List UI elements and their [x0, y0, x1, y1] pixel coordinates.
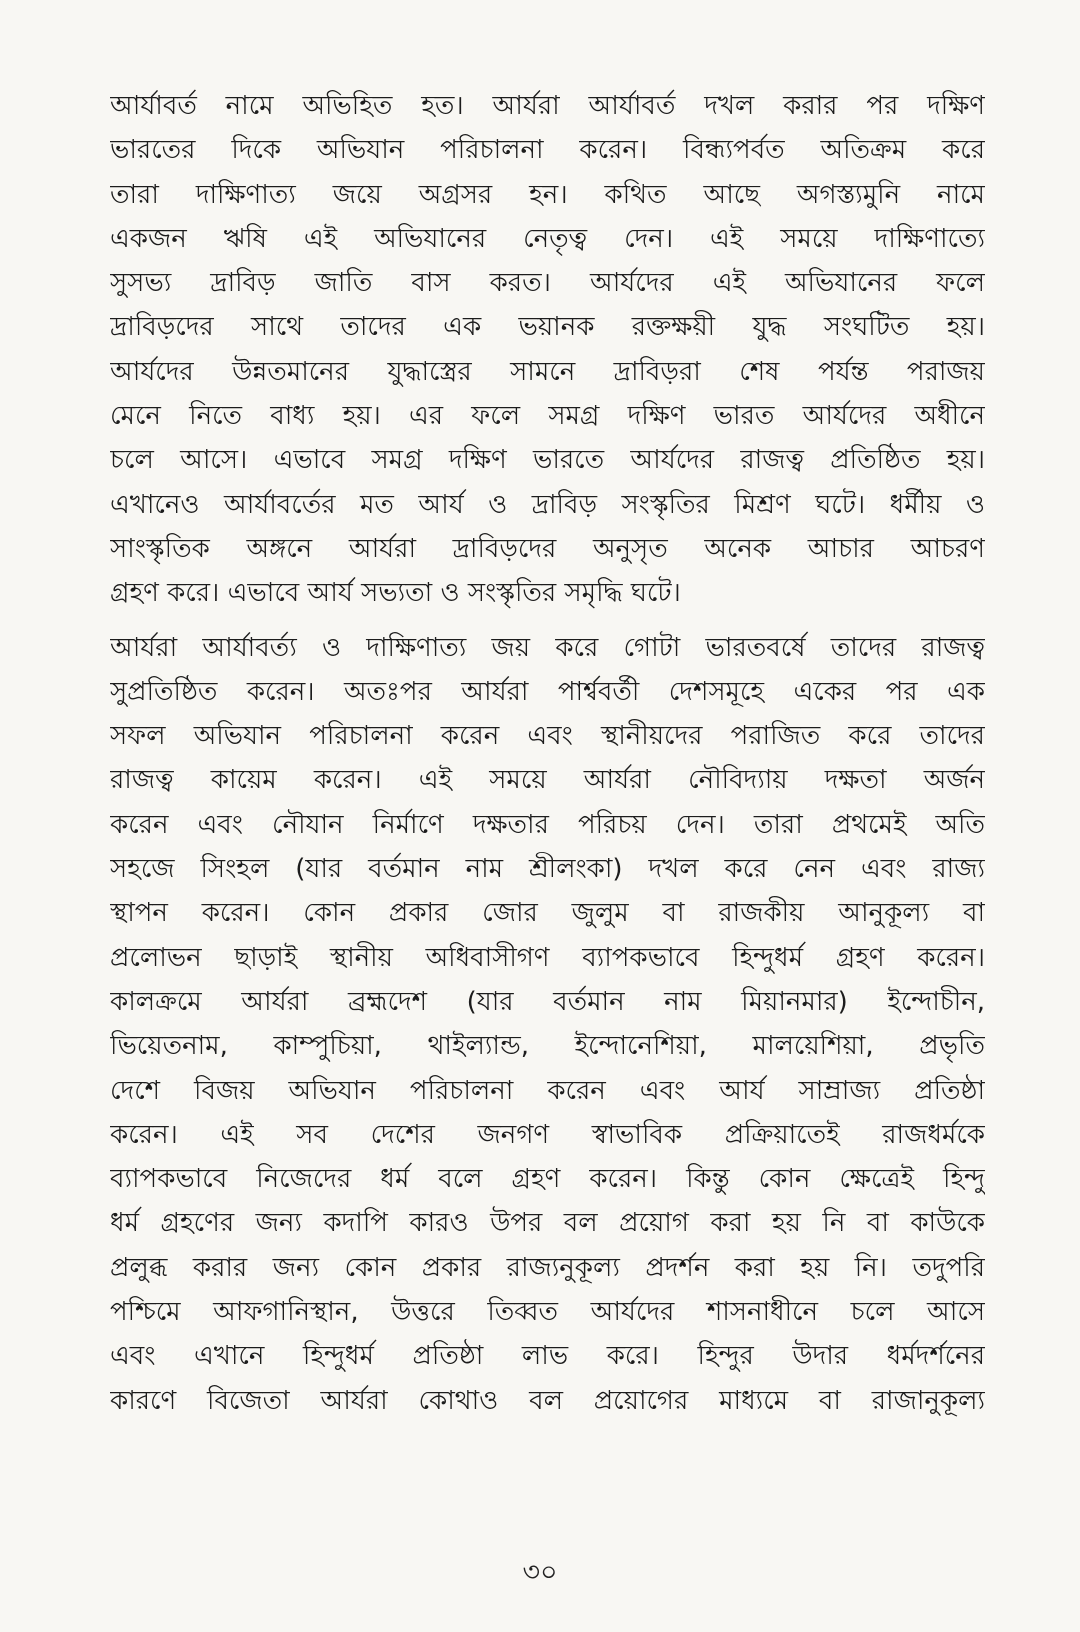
text-line: সুসভ্য দ্রাবিড় জাতি বাস করত। আর্যদের এই অভিযানের ফলে — [110, 268, 985, 299]
text-line: ভারতের দিকে অভিযান পরিচালনা করেন। বিন্ধ্যপর্বত অতিক্রম করে — [110, 135, 985, 166]
text-line: তারা দাক্ষিণাত্য জয়ে অগ্রসর হন। কথিত আছে অগস্ত্যমুনি নামে — [110, 179, 985, 210]
text-line: একজন ঋষি এই অভিযানের নেতৃত্ব দেন। এই সময়ে দাক্ষিণাত্যে — [110, 223, 985, 254]
paragraph-2 — [110, 626, 985, 1423]
text-line: রাজত্ব কায়েম করেন। এই সময়ে আর্যরা নৌবিদ্যায় দক্ষতা অর্জন — [110, 765, 985, 796]
text-line: সহজে সিংহল (যার বর্তমান নাম শ্রীলংকা) দখল করে নেন এবং রাজ্য — [110, 854, 985, 885]
text-line: ব্যাপকভাবে নিজেদের ধর্ম বলে গ্রহণ করেন। কিন্তু কোন ক্ষেত্রেই হিন্দু — [110, 1164, 985, 1195]
text-line: সাংস্কৃতিক অঙ্গনে আর্যরা দ্রাবিড়দের অনুসৃত অনেক আচার আচরণ — [110, 533, 985, 564]
text-line: করেন। এই সব দেশের জনগণ স্বাভাবিক প্রক্রিয়াতেই রাজধর্মকে — [110, 1119, 985, 1150]
text-line: প্রলুব্ধ করার জন্য কোন প্রকার রাজ্যনুকূল্য প্রদর্শন করা হয় নি। তদুপরি — [110, 1252, 985, 1283]
text-line: পশ্চিমে আফগানিস্থান, উত্তরে তিব্বত আর্যদের শাসনাধীনে চলে আসে — [110, 1297, 985, 1328]
text-line: কারণে বিজেতা আর্যরা কোথাও বল প্রয়োগের মাধ্যমে বা রাজানুকূল্য — [110, 1385, 985, 1416]
text-line: কালক্রমে আর্যরা ব্রহ্মদেশ (যার বর্তমান নাম মিয়ানমার) ইন্দোচীন, — [110, 986, 985, 1017]
text-line: সফল অভিযান পরিচালনা করেন এবং স্থানীয়দের পরাজিত করে তাদের — [110, 721, 985, 752]
text-line: আর্যাবর্ত নামে অভিহিত হত। আর্যরা আর্যাবর্ত দখল করার পর দক্ষিণ — [110, 91, 985, 121]
text-line: করেন এবং নৌযান নির্মাণে দক্ষতার পরিচয় দেন। তারা প্রথমেই অতি — [110, 809, 985, 840]
text-line: সুপ্রতিষ্ঠিত করেন। অতঃপর আর্যরা পার্শ্ববর্তী দেশসমূহে একের পর এক — [110, 676, 985, 707]
text-line: ভিয়েতনাম, কাম্পুচিয়া, থাইল্যান্ড, ইন্দোনেশিয়া, মালয়েশিয়া, প্রভৃতি — [110, 1031, 985, 1062]
text-line: এবং এখানে হিন্দুধর্ম প্রতিষ্ঠা লাভ করে। হিন্দুর উদার ধর্মদর্শনের — [110, 1341, 985, 1372]
paragraph-1 — [110, 84, 985, 616]
text-line: দ্রাবিড়দের সাথে তাদের এক ভয়ানক রক্তক্ষয়ী যুদ্ধ সংঘটিত হয়। — [110, 312, 985, 343]
text-line: আর্যদের উন্নতমানের যুদ্ধাস্ত্রের সামনে দ্রাবিড়রা শেষ পর্যন্ত পরাজয় — [110, 356, 985, 387]
text-line: গ্রহণ করে। এভাবে আর্য সভ্যতা ও সংস্কৃতির সমৃদ্ধি ঘটে। — [110, 578, 681, 609]
text-line: এখানেও আর্যাবর্তের মত আর্য ও দ্রাবিড় সংস্কৃতির মিশ্রণ ঘটে। ধর্মীয় ও — [110, 489, 985, 520]
text-line: মেনে নিতে বাধ্য হয়। এর ফলে সমগ্র দক্ষিণ ভারত আর্যদের অধীনে — [110, 401, 985, 432]
text-line: ধর্ম গ্রহণের জন্য কদাপি কারও উপর বল প্রয়োগ করা হয় নি বা কাউকে — [110, 1208, 985, 1239]
text-line: আর্যরা আর্যাবর্ত্য ও দাক্ষিণাত্য জয় করে গোটা ভারতবর্ষে তাদের রাজত্ব — [110, 632, 985, 663]
text-line: প্রলোভন ছাড়াই স্থানীয় অধিবাসীগণ ব্যাপকভাবে হিন্দুধর্ম গ্রহণ করেন। — [110, 942, 985, 973]
text-line: চলে আসে। এভাবে সমগ্র দক্ষিণ ভারতে আর্যদের রাজত্ব প্রতিষ্ঠিত হয়। — [110, 445, 985, 476]
text-line: স্থাপন করেন। কোন প্রকার জোর জুলুম বা রাজকীয় আনুকূল্য বা — [110, 898, 985, 929]
page-number: ৩০ — [522, 1557, 558, 1588]
text-line: দেশে বিজয় অভিযান পরিচালনা করেন এবং আর্য সাম্রাজ্য প্রতিষ্ঠা — [110, 1075, 985, 1106]
